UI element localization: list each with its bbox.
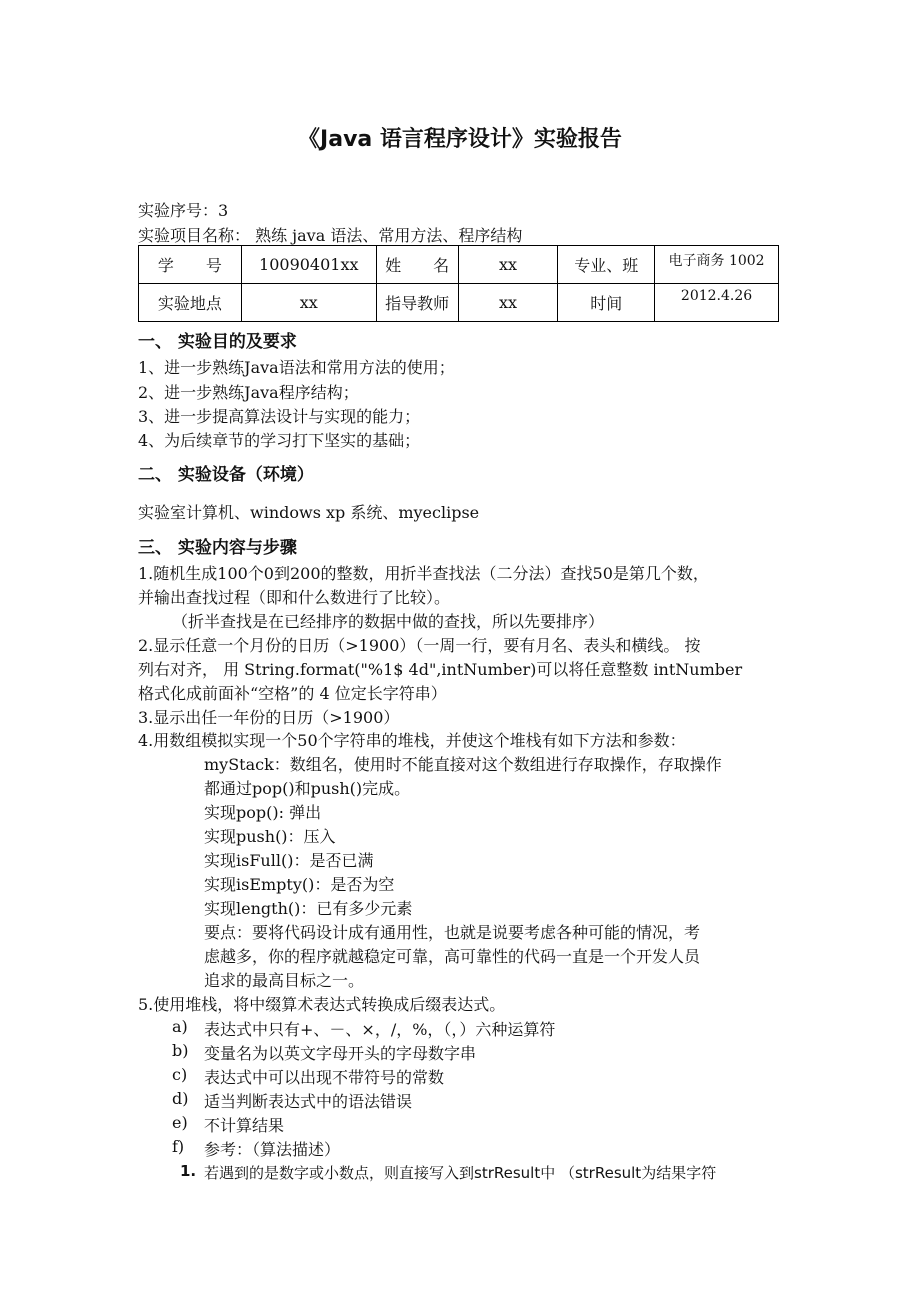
list-item: 1、进一步熟练Java语法和常用方法的使用； <box>138 358 455 377</box>
table-cell: 姓 名 <box>376 246 458 284</box>
list-item: 参考：（算法描述） <box>204 1140 341 1159</box>
table-cell: xx <box>458 246 558 284</box>
paragraph-line: myStack：数组名，使用时不能直接对这个数组进行存取操作，存取操作 <box>204 755 722 774</box>
list-item: 适当判断表达式中的语法错误 <box>204 1092 413 1111</box>
table-cell: 时间 <box>558 284 655 322</box>
info-table <box>138 245 779 322</box>
list-marker: f) <box>172 1137 185 1156</box>
paragraph-line: 追求的最高目标之一。 <box>204 971 365 990</box>
paragraph-line: 格式化成前面补“空格”的 4 位定长字符串） <box>138 684 447 703</box>
list-item: 表达式中只有+、－、×，/，%，（，）六种运算符 <box>204 1020 556 1039</box>
table-cell: 指导教师 <box>376 284 458 322</box>
paragraph-line: （折半查找是在已经排序的数据中做的查找，所以先要排序） <box>172 612 605 631</box>
paragraph-line: 实现push()：压入 <box>204 827 336 846</box>
list-item: 2、进一步熟练Java程序结构； <box>138 383 359 402</box>
paragraph-line: 实现pop(): 弹出 <box>204 803 322 822</box>
list-item: 3、进一步提高算法设计与实现的能力； <box>138 407 421 426</box>
paragraph-line: 要点：要将代码设计成有通用性，也就是说要考虑各种可能的情况，考 <box>204 923 701 942</box>
list-marker: b) <box>172 1041 189 1060</box>
paragraph-line: 虑越多，你的程序就越稳定可靠，高可靠性的代码一直是一个开发人员 <box>204 947 701 966</box>
table-cell: xx <box>458 284 558 322</box>
paragraph-line: 4.用数组模拟实现一个50个字符串的堆栈，并使这个堆栈有如下方法和参数： <box>138 731 686 750</box>
paragraph-line: 并输出查找过程（即和什么数进行了比较）。 <box>138 588 451 607</box>
section-heading: 三、 实验内容与步骤 <box>138 538 297 558</box>
paragraph-line: 实现length()：已有多少元素 <box>204 899 413 918</box>
table-cell: 专业、班 <box>558 246 655 284</box>
experiment-name: 实验项目名称： 熟练 java 语法、常用方法、程序结构 <box>138 226 523 245</box>
paragraph-line: 都通过pop()和push()完成。 <box>204 779 411 798</box>
list-marker: e) <box>172 1113 188 1132</box>
list-item: 变量名为以英文字母开头的字母数字串 <box>204 1044 477 1063</box>
section-heading: 二、 实验设备（环境） <box>138 465 314 485</box>
paragraph-line: 实现isEmpty()：是否为空 <box>204 875 395 894</box>
paragraph-line: 5.使用堆栈，将中缀算术表达式转换成后缀表达式。 <box>138 995 506 1014</box>
table-cell: 2012.4.26 <box>655 284 779 322</box>
paragraph-line: 1.随机生成100个0到200的整数，用折半查找法（二分法）查找50是第几个数， <box>138 564 709 583</box>
experiment-seq: 实验序号：3 <box>138 201 229 220</box>
report-title: 《Java 语言程序设计》实验报告 <box>298 127 622 152</box>
list-item: 不计算结果 <box>204 1116 285 1135</box>
section-heading: 一、 实验目的及要求 <box>138 332 297 352</box>
list-marker: a) <box>172 1017 188 1036</box>
paragraph: 实验室计算机、windows xp 系统、myeclipse <box>138 503 480 522</box>
list-marker: d) <box>172 1089 189 1108</box>
table-row <box>139 284 779 322</box>
table-cell: 学 号 <box>139 246 242 284</box>
table-cell: 电子商务 1002 <box>655 246 779 284</box>
paragraph-line: 3.显示出任一年份的日历（>1900） <box>138 708 400 727</box>
table-row <box>139 246 779 284</box>
list-item: 表达式中可以出现不带符号的常数 <box>204 1068 445 1087</box>
list-marker: 1. <box>180 1162 197 1180</box>
paragraph-line: 列右对齐， 用 String.format("%1$ 4d",intNumber)可以将任意整数 intNumber <box>138 660 743 679</box>
list-item: 若遇到的是数字或小数点，则直接写入到strResult中 （strResult为结果字符 <box>204 1164 717 1182</box>
list-item: 4、为后续章节的学习打下坚实的基础； <box>138 431 421 450</box>
paragraph-line: 实现isFull()：是否已满 <box>204 851 374 870</box>
table-cell: 实验地点 <box>139 284 242 322</box>
paragraph-line: 2.显示任意一个月份的日历（>1900）（一周一行，要有月名、表头和横线。 按 <box>138 636 701 655</box>
table-cell: xx <box>241 284 376 322</box>
list-marker: c) <box>172 1065 188 1084</box>
table-cell: 10090401xx <box>241 246 376 284</box>
